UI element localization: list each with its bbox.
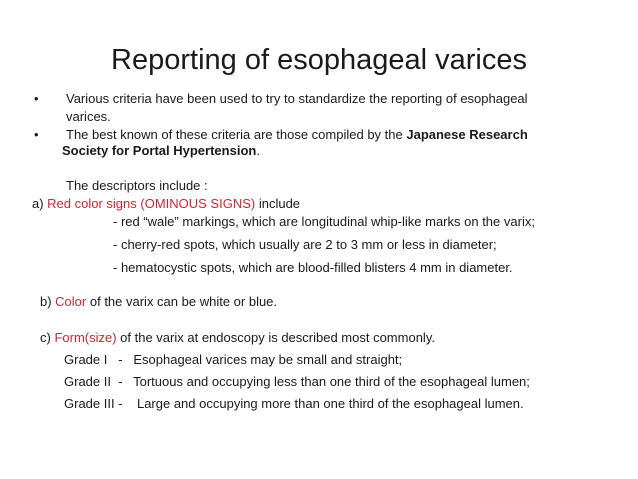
section-a-highlight: Red color signs (OMINOUS SIGNS) xyxy=(47,196,256,211)
bullet-2-line-2 xyxy=(62,143,260,159)
slide-title: Reporting of esophageal varices xyxy=(111,44,527,76)
section-a-item-3: - hematocystic spots, which are blood-filled blisters 4 mm in diameter. xyxy=(113,260,513,275)
section-b-prefix: b) xyxy=(40,294,56,309)
grade-1: Grade I - Esophageal varices may be small and straight; xyxy=(64,352,403,367)
section-a-suffix: include xyxy=(255,196,301,211)
section-a-item-2: - cherry-red spots, which usually are 2 to 3 mm or less in diameter; xyxy=(113,237,497,252)
descriptors-intro: The descriptors include : xyxy=(66,178,208,193)
section-c-prefix: c) xyxy=(40,330,55,345)
grade-2: Grade II - Tortuous and occupying less than one third of the esophageal lumen; xyxy=(64,374,530,389)
bullet-1-symbol: • xyxy=(34,91,39,106)
bullet-2-symbol: • xyxy=(34,127,39,142)
bullet-2-bold-text: Japanese Research xyxy=(406,127,528,142)
bullet-1-line-1: Various criteria have been used to try to standardize the reporting of esophageal xyxy=(66,91,528,106)
grade-3: Grade III - Large and occupying more than one third of the esophageal lumen. xyxy=(64,396,524,411)
section-c-heading xyxy=(40,330,435,346)
section-b-line xyxy=(40,294,277,310)
bullet-2-text: The best known of these criteria are those compiled by the xyxy=(66,127,407,142)
bullet-2-period: . xyxy=(256,143,260,158)
section-a-heading xyxy=(32,196,300,212)
section-c-suffix: of the varix at endoscopy is described most commonly. xyxy=(116,330,435,345)
section-a-item-1: - red “wale” markings, which are longitudinal whip-like marks on the varix; xyxy=(113,214,535,229)
section-b-highlight: Color xyxy=(55,294,87,309)
bullet-1-line-2: varices. xyxy=(66,109,111,124)
bullet-2-line-1 xyxy=(66,127,528,143)
section-b-suffix: of the varix can be white or blue. xyxy=(86,294,278,309)
section-a-prefix: a) xyxy=(32,196,48,211)
bullet-2-bold-continued: Society for Portal Hypertension xyxy=(62,143,257,158)
section-c-highlight: Form(size) xyxy=(54,330,117,345)
